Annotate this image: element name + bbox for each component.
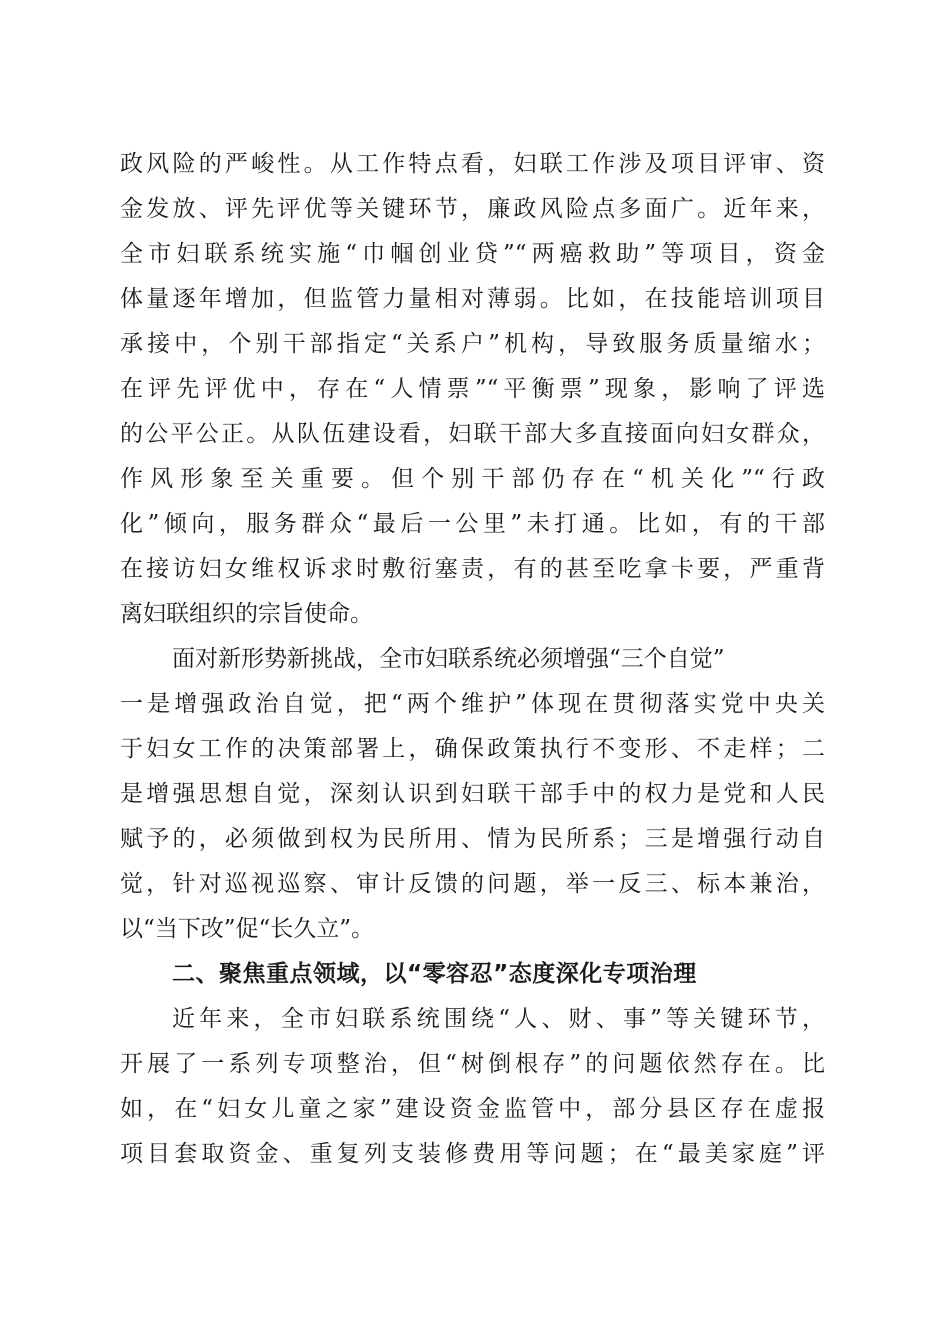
section-heading: 二、聚焦重点领域，以“零容忍”态度深化专项治理 [172,961,697,987]
paragraph-2-line-5: 赋予的，必须做到权为民所用、情为民所系；三是增强行动自 [120,826,825,852]
paragraph-2-line-1: 面对新形势新挑战，全市妇联系统必须增强“三个自觉” [172,646,725,672]
paragraph-1-line-10: 在接访妇女维权诉求时敷衍塞责，有的甚至吃拿卡要，严重背 [120,556,825,582]
paragraph-1-line-9: 化”倾向，服务群众“最后一公里”未打通。比如，有的干部 [120,511,825,537]
paragraph-1-line-1: 政风险的严峻性。从工作特点看，妇联工作涉及项目评审、资 [120,151,825,177]
paragraph-2-line-3: 于妇女工作的决策部署上，确保政策执行不变形、不走样；二 [120,736,825,762]
paragraph-3-line-4: 项目套取资金、重复列支装修费用等问题；在“最美家庭”评 [120,1141,825,1167]
paragraph-1-line-6: 在评先评优中，存在“人情票”“平衡票”现象，影响了评选 [120,376,825,402]
paragraph-1-line-4: 体量逐年增加，但监管力量相对薄弱。比如，在技能培训项目 [120,286,825,312]
paragraph-1-line-11: 离妇联组织的宗旨使命。 [120,601,373,627]
paragraph-1-line-5: 承接中，个别干部指定“关系户”机构，导致服务质量缩水； [120,331,825,357]
paragraph-2-line-7: 以“当下改”促“长久立”。 [120,916,375,942]
paragraph-2-line-6: 觉，针对巡视巡察、审计反馈的问题，举一反三、标本兼治， [120,871,825,897]
paragraph-1-line-8: 作风形象至关重要。但个别干部仍存在“机关化”“行政 [120,466,825,492]
paragraph-2-line-4: 是增强思想自觉，深刻认识到妇联干部手中的权力是党和人民 [120,781,825,807]
paragraph-3-line-2: 开展了一系列专项整治，但“树倒根存”的问题依然存在。比 [120,1051,825,1077]
paragraph-3-line-1: 近年来，全市妇联系统围绕“人、财、事”等关键环节， [172,1006,825,1032]
paragraph-1-line-2: 金发放、评先评优等关键环节，廉政风险点多面广。近年来， [120,196,825,222]
paragraph-1-line-7: 的公平公正。从队伍建设看，妇联干部大多直接面向妇女群众， [120,421,825,447]
paragraph-1-line-3: 全市妇联系统实施“巾帼创业贷”“两癌救助”等项目，资金 [120,241,825,267]
paragraph-3-line-3: 如，在“妇女儿童之家”建设资金监管中，部分县区存在虚报 [120,1096,825,1122]
paragraph-2-line-2: 一是增强政治自觉，把“两个维护”体现在贯彻落实党中央关 [120,691,825,717]
